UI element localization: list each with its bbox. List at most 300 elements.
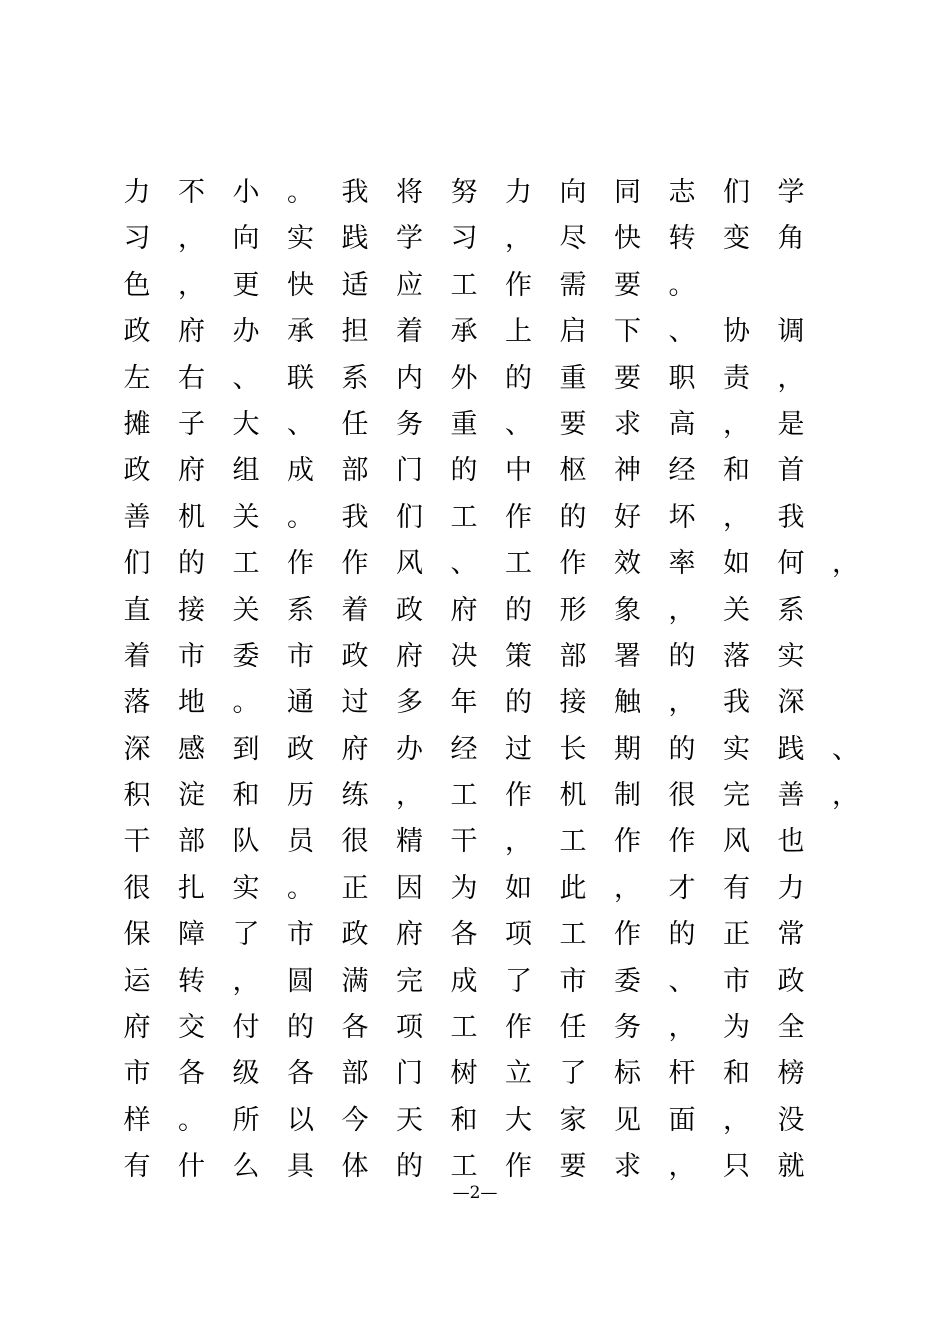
text-char: 务 [614,1012,641,1044]
text-char: ， [668,594,696,626]
text-char: 和 [232,780,260,812]
text-char: 要 [614,362,641,394]
text-char: 机 [559,780,587,812]
text-char: 首 [777,455,805,487]
text-char: 将 [396,177,423,208]
text-char: 向 [232,223,260,255]
text-char: 为 [723,1012,750,1044]
text-char: 接 [178,594,205,626]
text-char: 、 [232,362,260,394]
text-char: 府 [341,733,369,765]
text-char: 队 [232,826,260,858]
text-char: ， [723,501,750,533]
text-char: ， [178,269,205,301]
text-char: 此 [559,872,587,904]
text-char: 的 [287,1012,314,1044]
text-char: 办 [232,316,260,348]
text-char: 系 [341,362,369,394]
text-char: 转 [668,223,696,255]
text-char: 感 [178,733,205,765]
text-char: ， [832,548,859,580]
text-char: 。 [232,687,260,719]
text-char: 启 [559,316,587,348]
text-char: 承 [287,316,314,348]
text-line [122,263,862,309]
text-char: 部 [559,640,587,672]
text-char: 联 [287,362,314,394]
text-char: 效 [614,548,641,580]
text-char: 正 [723,919,750,951]
text-line [122,912,862,958]
text-char: 部 [178,826,205,858]
text-char: 作 [614,919,641,951]
text-char: 项 [396,1012,423,1044]
text-char: 府 [450,594,478,626]
body-text [122,170,862,1191]
text-char: 策 [505,640,532,672]
text-char: 运 [123,965,151,997]
text-char: 面 [668,1104,696,1136]
text-char: 要 [614,269,641,301]
text-char: 摊 [123,408,151,440]
text-line [122,356,862,402]
text-char: 政 [396,594,423,626]
text-char: 通 [287,687,314,719]
text-line [122,309,862,355]
text-char: 扎 [178,872,205,904]
text-char: 神 [614,455,641,487]
text-char: 市 [723,965,750,997]
text-char: 重 [559,362,587,394]
text-char: 实 [287,223,314,255]
text-char: 率 [668,548,696,580]
text-char: 的 [559,501,587,533]
text-char: 求 [614,1151,641,1183]
text-char: 作 [287,548,314,580]
text-char: 的 [450,455,478,487]
text-char: 经 [450,733,478,765]
text-line [122,727,862,773]
text-char: 交 [178,1012,205,1044]
text-char: 下 [614,316,641,348]
text-char: 的 [505,687,532,719]
text-char: ， [505,223,532,255]
text-char: 满 [341,965,369,997]
text-char: 立 [505,1058,532,1090]
text-char: 很 [123,872,151,904]
text-char: 学 [396,223,423,255]
text-char: 触 [614,687,641,719]
text-char: ， [832,780,859,812]
text-line [122,866,862,912]
text-char: 没 [777,1104,805,1136]
text-char: ， [668,1012,696,1044]
text-char: 杆 [668,1058,696,1090]
text-char: 为 [450,872,478,904]
text-char: 调 [777,316,805,348]
text-char: 作 [341,548,369,580]
page-number: —2— [452,1183,498,1203]
text-char: 着 [123,640,151,672]
text-char: 干 [450,826,478,858]
text-char: 府 [123,1012,151,1044]
text-char: 习 [123,223,151,255]
text-line [122,819,862,865]
text-char: 员 [287,826,314,858]
text-char: 践 [341,223,369,255]
text-char: 各 [287,1058,314,1090]
text-char: 高 [668,408,696,440]
text-char: 色 [123,269,151,301]
text-char: 作 [668,826,696,858]
text-char: 要 [559,1151,587,1183]
text-char: 尽 [559,223,587,255]
text-char: 着 [341,594,369,626]
text-char: 外 [450,362,478,394]
text-char: 深 [123,733,151,765]
text-char: 树 [450,1058,478,1090]
text-char: 么 [232,1151,260,1183]
text-char: ， [668,1151,696,1183]
text-char: 所 [232,1104,260,1136]
text-char: ， [178,223,205,255]
text-char: 只 [723,1151,750,1183]
text-char: 大 [232,408,260,440]
text-char: 的 [505,362,532,394]
text-char: 完 [396,965,423,997]
text-char: 枢 [559,455,587,487]
text-line [122,588,862,634]
text-char: 市 [287,919,314,951]
text-char: 工 [450,780,478,812]
text-char: 年 [450,687,478,719]
text-char: 担 [341,316,369,348]
text-char: 全 [777,1012,805,1044]
text-char: 快 [287,269,314,301]
text-char: 了 [559,1058,587,1090]
text-char: 力 [505,177,532,208]
text-char: 关 [232,594,260,626]
text-char: 部 [341,1058,369,1090]
text-char: 作 [505,1151,532,1183]
text-char: 实 [723,733,750,765]
text-char: 我 [777,501,805,533]
text-line [122,541,862,587]
text-char: 历 [287,780,314,812]
text-char: 协 [723,316,750,348]
text-char: 任 [559,1012,587,1044]
text-char: 落 [123,687,151,719]
text-char: 关 [232,501,260,533]
text-char: 力 [123,177,151,208]
text-char: 工 [559,826,587,858]
text-char: 作 [505,269,532,301]
text-char: 作 [505,501,532,533]
text-char: 政 [123,455,151,487]
text-char: 转 [178,965,205,997]
text-char: 制 [614,780,641,812]
text-char: 接 [559,687,587,719]
text-char: ， [777,362,805,394]
text-char: 以 [287,1104,314,1136]
text-char: 经 [668,455,696,487]
text-char: 具 [287,1151,314,1183]
text-char: 要 [559,408,587,440]
text-char: 重 [450,408,478,440]
text-char: 委 [232,640,260,672]
text-line [122,402,862,448]
text-char: 坏 [668,501,696,533]
text-char: 障 [178,919,205,951]
text-char: 组 [232,455,260,487]
text-char: 我 [341,177,369,208]
text-char: 、 [505,408,532,440]
text-char: 工 [450,1151,478,1183]
text-char: 积 [123,780,151,812]
text-char: 了 [505,965,532,997]
text-char: 更 [232,269,260,301]
text-line [122,680,862,726]
text-char: ， [505,826,532,858]
text-char: 求 [614,408,641,440]
text-char: 实 [777,640,805,672]
text-char: 很 [341,826,369,858]
text-char: ， [396,780,423,812]
text-char: 子 [178,408,205,440]
text-char: 落 [723,640,750,672]
text-char: 力 [777,872,805,904]
text-char: 中 [505,455,532,487]
text-char: 习 [450,223,478,255]
text-char: 很 [668,780,696,812]
text-char: 应 [396,269,423,301]
text-char: 我 [723,687,750,719]
text-char: 期 [614,733,641,765]
text-char: 工 [559,919,587,951]
text-char: 各 [341,1012,369,1044]
text-char: 作 [559,548,587,580]
text-line [122,634,862,680]
text-char: 不 [178,177,205,208]
text-char: 的 [505,594,532,626]
text-char: 标 [614,1058,641,1090]
text-char: 政 [341,919,369,951]
text-char: 圆 [287,965,314,997]
text-char: 任 [341,408,369,440]
text-char: 见 [614,1104,641,1136]
text-char: 作 [505,1012,532,1044]
text-char: 常 [777,919,805,951]
text-char: 付 [232,1012,260,1044]
text-char: 好 [614,501,641,533]
text-char: ， [668,687,696,719]
text-char: 的 [668,640,696,672]
text-char: 我 [341,501,369,533]
text-char: 是 [777,408,805,440]
text-char: 工 [232,548,260,580]
text-char: 们 [123,548,151,580]
text-char: 责 [723,362,750,394]
text-line [122,1098,862,1144]
text-char: 志 [668,177,696,208]
text-char: 到 [232,733,260,765]
text-char: 工 [450,501,478,533]
text-char: 学 [777,177,805,208]
text-char: 关 [723,594,750,626]
text-char: 什 [178,1151,205,1183]
text-char: 府 [178,455,205,487]
text-char: 府 [178,316,205,348]
text-char: 们 [396,501,423,533]
text-char: 体 [341,1151,369,1183]
text-char: 榜 [777,1058,805,1090]
text-char: 风 [396,548,423,580]
text-char: 门 [396,455,423,487]
text-char: 务 [396,408,423,440]
text-char: 的 [396,1151,423,1183]
text-char: 工 [450,269,478,301]
text-char: 善 [123,501,151,533]
text-char: 和 [723,455,750,487]
text-char: 因 [396,872,423,904]
text-char: 、 [450,548,478,580]
text-line [122,495,862,541]
text-line [122,773,862,819]
text-char: 天 [396,1104,423,1136]
text-char: 作 [505,780,532,812]
text-char: 如 [505,872,532,904]
text-line [122,448,862,494]
text-char: ， [723,408,750,440]
text-char: 。 [178,1104,205,1136]
text-char: 的 [668,733,696,765]
text-char: 就 [777,1151,805,1183]
text-char: 地 [178,687,205,719]
text-char: 需 [559,269,587,301]
text-char: 政 [287,733,314,765]
text-char: 级 [232,1058,260,1090]
text-char: 机 [178,501,205,533]
text-char: 有 [723,872,750,904]
text-char: 小 [232,177,260,208]
text-char: 也 [777,826,805,858]
text-char: 着 [396,316,423,348]
text-char: 适 [341,269,369,301]
text-char: 风 [723,826,750,858]
text-char: 的 [178,548,205,580]
text-char: 样 [123,1104,151,1136]
text-char: 府 [396,640,423,672]
text-char: 如 [723,548,750,580]
text-char: 善 [777,780,805,812]
text-char: 何 [777,548,805,580]
text-char: 决 [450,640,478,672]
text-char: 正 [341,872,369,904]
text-char: ， [614,872,641,904]
text-char: 、 [668,965,696,997]
text-char: 长 [559,733,587,765]
text-char: 各 [450,919,478,951]
text-char: 、 [668,316,696,348]
text-char: 市 [287,640,314,672]
text-line [122,959,862,1005]
text-char: 过 [505,733,532,765]
text-char: 多 [396,687,423,719]
text-char: 同 [614,177,641,208]
text-char: 上 [505,316,532,348]
text-char: 形 [559,594,587,626]
text-char: 、 [832,733,859,765]
text-char: 工 [450,1012,478,1044]
text-char: 和 [723,1058,750,1090]
text-char: 政 [341,640,369,672]
text-char: 练 [341,780,369,812]
text-char: 系 [777,594,805,626]
text-char: 深 [777,687,805,719]
text-char: 过 [341,687,369,719]
text-char: 市 [559,965,587,997]
text-char: 左 [123,362,151,394]
text-char: ， [232,965,260,997]
text-char: 门 [396,1058,423,1090]
text-char: 作 [614,826,641,858]
text-char: 项 [505,919,532,951]
text-char: 家 [559,1104,587,1136]
text-char: 职 [668,362,696,394]
text-char: 践 [777,733,805,765]
text-char: 了 [232,919,260,951]
text-char: 。 [287,501,314,533]
text-char: 们 [723,177,750,208]
text-char: 府 [396,919,423,951]
text-char: 变 [723,223,750,255]
text-char: 今 [341,1104,369,1136]
text-char: 大 [505,1104,532,1136]
text-char: 精 [396,826,423,858]
text-char: 市 [123,1058,151,1090]
text-char: 成 [450,965,478,997]
text-char: 承 [450,316,478,348]
text-char: 。 [287,872,314,904]
text-line [122,170,862,216]
text-line [122,1005,862,1051]
text-char: 政 [123,316,151,348]
text-char: 的 [668,919,696,951]
text-char: ， [723,1104,750,1136]
text-char: 右 [178,362,205,394]
text-char: 。 [668,269,696,301]
text-char: 。 [287,177,314,208]
text-char: 成 [287,455,314,487]
text-char: 各 [178,1058,205,1090]
text-char: 完 [723,780,750,812]
text-line [122,1051,862,1097]
text-char: 向 [559,177,587,208]
text-char: 快 [614,223,641,255]
text-char: 办 [396,733,423,765]
text-line [122,216,862,262]
text-char: 内 [396,362,423,394]
text-char: 实 [232,872,260,904]
text-char: 才 [668,872,696,904]
text-char: 淀 [178,780,205,812]
text-char: 象 [614,594,641,626]
text-char: 角 [777,223,805,255]
text-char: 直 [123,594,151,626]
text-char: 有 [123,1151,151,1183]
text-char: 、 [287,408,314,440]
text-char: 和 [450,1104,478,1136]
